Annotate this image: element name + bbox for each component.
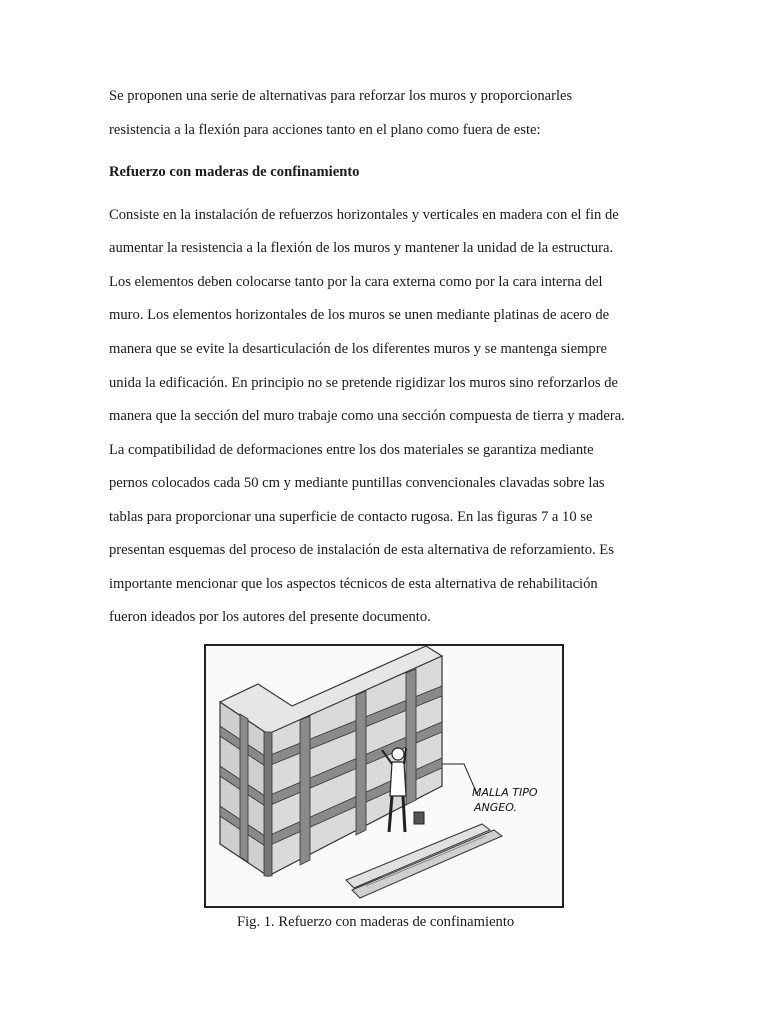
body-line: fueron ideados por los autores del presente documento. <box>109 609 431 625</box>
body-line: manera que la sección del muro trabaje como una sección compuesta de tierra y madera. <box>109 408 625 424</box>
figure-caption: Fig. 1. Refuerzo con maderas de confinamiento <box>237 914 515 930</box>
body-line: manera que se evite la desarticulación de los diferentes muros y se mantenga siempre <box>109 341 608 357</box>
body-line: Consiste en la instalación de refuerzos horizontales y verticales en madera con el fin de <box>109 207 619 223</box>
body-line: tablas para proporcionar una superficie de contacto rugosa. En las figuras 7 a 10 se <box>109 509 593 525</box>
body-line: Los elementos deben colocarse tanto por la cara externa como por la cara interna del <box>109 274 603 290</box>
section-heading: Refuerzo con maderas de confinamiento <box>109 164 360 180</box>
wall-reinforcement-drawing <box>206 646 562 906</box>
body-line: La compatibilidad de deformaciones entre los dos materiales se garantiza mediante <box>109 442 594 458</box>
body-line: presentan esquemas del proceso de instalación de esta alternativa de reforzamiento. Es <box>109 542 614 558</box>
intro-line-2: resistencia a la flexión para acciones tanto en el plano como fuera de este: <box>109 122 541 138</box>
intro-line-1: Se proponen una serie de alternativas para reforzar los muros y proporcionarles <box>109 88 573 104</box>
body-line: importante mencionar que los aspectos técnicos de esta alternativa de rehabilitación <box>109 576 598 592</box>
body-line: pernos colocados cada 50 cm y mediante puntillas convencionales clavadas sobre las <box>109 475 605 491</box>
body-line: aumentar la resistencia a la flexión de los muros y mantener la unidad de la estructura. <box>109 240 614 256</box>
figure-label-line-1: MALLA TIPO <box>472 786 538 799</box>
figure-illustration <box>204 644 564 908</box>
body-line: muro. Los elementos horizontales de los muros se unen mediante platinas de acero de <box>109 307 610 323</box>
figure-label-line-2: ANGEO. <box>474 801 517 814</box>
body-line: unida la edificación. En principio no se pretende rigidizar los muros sino reforzarlos de <box>109 375 618 391</box>
